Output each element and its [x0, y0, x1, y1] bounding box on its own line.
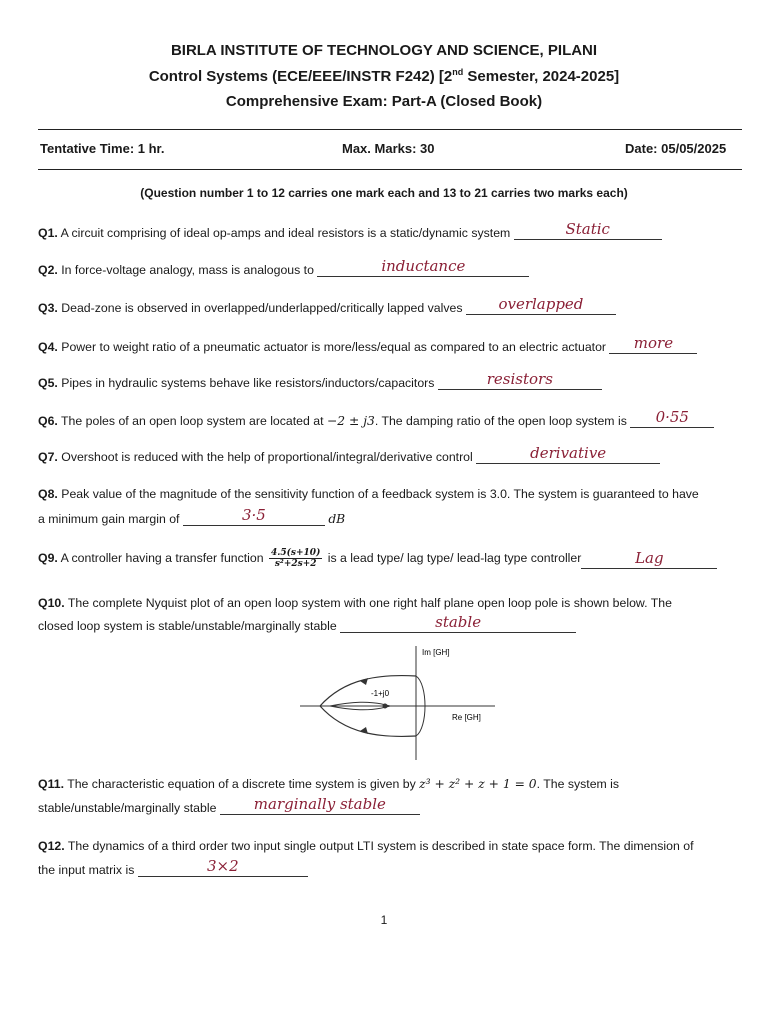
direction-arrow-lower — [360, 727, 368, 734]
question-11: Q11. The characteristic equation of a discrete time system is given by z³ + z² + z + 1 = 0. The system is — [38, 777, 620, 791]
question-4: Q4. Power to weight ratio of a pneumatic actuator is more/less/equal as compared to an electric actuator more — [38, 339, 697, 354]
question-2: Q2. In force-voltage analogy, mass is analogous to inductance — [38, 262, 529, 277]
time-label: Tentative Time: 1 hr. — [40, 141, 165, 156]
answer-blank-1[interactable] — [514, 220, 662, 240]
question-6: Q6. The poles of an open loop system are located at −2 ± j3. The damping ratio of the open loop system is 0·55 — [38, 413, 714, 428]
answer-blank-4[interactable] — [609, 334, 697, 354]
answer-5: resistors — [486, 370, 553, 388]
question-10-line2: closed loop system is stable/unstable/marginally stable stable — [38, 618, 576, 633]
question-3: Q3. Dead-zone is observed in overlapped/underlapped/critically lapped valves overlapped — [38, 300, 616, 315]
characteristic-equation: z³ + z² + z + 1 = 0 — [419, 777, 537, 791]
answer-4: more — [633, 334, 674, 352]
page-number: 1 — [380, 913, 388, 927]
direction-arrow-upper — [360, 678, 368, 685]
answer-blank-11[interactable] — [220, 795, 420, 815]
answer-blank-3[interactable] — [466, 295, 616, 315]
answer-9: Lag — [635, 549, 664, 567]
question-7: Q7. Overshoot is reduced with the help of proportional/integral/derivative control derivative — [38, 449, 660, 464]
transfer-function: $\frac{4.5(s+10)}{\text{s²+2s+2}}$ — [271, 548, 321, 569]
answer-blank-2[interactable] — [317, 257, 529, 277]
question-8: Q8. Peak value of the magnitude of the sensitivity function of a feedback system is 3.0. The system is guaranteed to have — [38, 487, 699, 501]
exam-title: Comprehensive Exam: Part-A (Closed Book) — [225, 93, 543, 110]
date-label: Date: 05/05/2025 — [625, 141, 727, 156]
question-10: Q10. The complete Nyquist plot of an open loop system with one right half plane open loop pole is shown below. The — [38, 596, 672, 610]
answer-7: derivative — [530, 444, 607, 462]
institute-title: BIRLA INSTITUTE OF TECHNOLOGY AND SCIENCE, PILANI — [170, 42, 598, 59]
answer-blank-10[interactable] — [340, 613, 576, 633]
question-5: Q5. Pipes in hydraulic systems behave like resistors/inductors/capacitors resistors — [38, 375, 602, 390]
top-divider — [38, 129, 742, 130]
answer-blank-9[interactable] — [581, 549, 717, 569]
critical-point-label: -1+j0 — [371, 689, 390, 698]
answer-blank-8[interactable] — [183, 506, 325, 526]
question-9: Q9. A controller having a transfer function $\frac{4.5(s+10)}{\text{s²+2s+2}}$ is a lead type/ lag type/ lead-lag type controller Lag — [38, 548, 717, 569]
bottom-divider — [38, 169, 742, 170]
answer-6: 0·55 — [655, 408, 689, 426]
question-11-line2: stable/unstable/marginally stable marginally stable — [38, 800, 420, 815]
answer-blank-6[interactable] — [630, 408, 714, 428]
question-1: Q1. A circuit comprising of ideal op-amps and ideal resistors is a static/dynamic system Static — [38, 225, 662, 240]
marks-instruction: (Question number 1 to 12 carries one mark each and 13 to 21 carries two marks each) — [140, 186, 628, 200]
answer-12: 3×2 — [206, 857, 239, 875]
question-12-line2: the input matrix is 3×2 — [38, 862, 308, 877]
answer-10: stable — [435, 613, 482, 631]
pole-expression: −2 ± j3 — [326, 414, 375, 428]
question-12: Q12. The dynamics of a third order two input single output LTI system is described in state space form. The dimension of — [38, 839, 694, 853]
question-8-line2: a minimum gain margin of 3·5 dB — [38, 506, 346, 526]
marks-label: Max. Marks: 30 — [342, 141, 435, 156]
im-axis-label: Im [GH] — [422, 648, 450, 657]
critical-point — [383, 704, 388, 709]
course-title: Control Systems (ECE/EEE/INSTR F242) [2nd Semester, 2024-2025] — [148, 67, 620, 85]
nyquist-plot — [290, 640, 500, 765]
answer-2: inductance — [381, 257, 466, 275]
answer-1: Static — [565, 220, 610, 238]
answer-11: marginally stable — [253, 795, 386, 813]
answer-blank-5[interactable] — [438, 370, 602, 390]
re-axis-label: Re [GH] — [452, 713, 481, 722]
answer-8: 3·5 — [241, 506, 266, 524]
unit-db: dB — [328, 512, 346, 526]
answer-3: overlapped — [498, 295, 584, 313]
answer-blank-7[interactable] — [476, 444, 660, 464]
